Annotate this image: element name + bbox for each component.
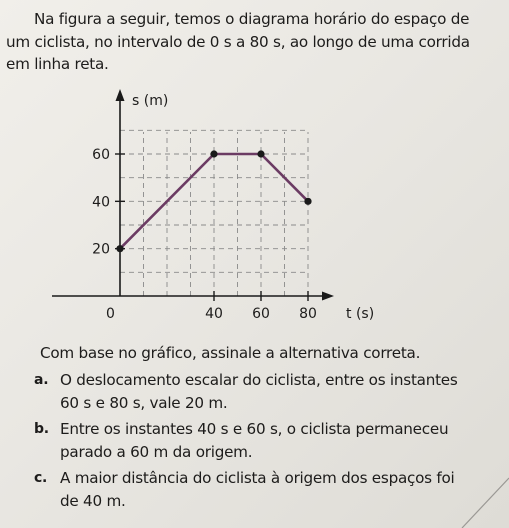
alternative-c-letter: c. bbox=[34, 470, 48, 486]
intro-line-2: um ciclista, no intervalo de 0 s a 80 s, ao longo de uma corrida bbox=[6, 32, 470, 51]
x-axis-label: t (s) bbox=[346, 306, 375, 322]
alternative-a-line-1: O deslocamento escalar do ciclista, entre os instantes bbox=[60, 371, 458, 389]
alternative-a-line-2: 60 s e 80 s, vale 20 m. bbox=[60, 393, 228, 412]
alternative-a-letter: a. bbox=[34, 372, 49, 388]
alternative-c-line-2: de 40 m. bbox=[60, 491, 126, 510]
x-tick-label: 80 bbox=[299, 306, 317, 322]
question-prompt: Com base no gráfico, assinale a alternativa correta. bbox=[40, 344, 421, 362]
y-tick-label: 20 bbox=[92, 241, 110, 258]
alternative-b-line-2: parado a 60 m da origem. bbox=[60, 442, 253, 461]
intro-line-3: em linha reta. bbox=[6, 55, 109, 73]
y-axis-label: s (m) bbox=[132, 93, 169, 109]
intro-line-1: Na figura a seguir, temos o diagrama horário do espaço de bbox=[34, 10, 470, 28]
alternative-c-line-1: A maior distância do ciclista à origem dos espaços foi bbox=[60, 469, 455, 487]
y-tick-label: 40 bbox=[92, 194, 110, 211]
origin-label: 0 bbox=[106, 306, 115, 322]
alternative-b-letter: b. bbox=[34, 421, 49, 437]
x-tick-label: 40 bbox=[205, 306, 223, 322]
alternative-b-line-1: Entre os instantes 40 s e 60 s, o ciclista permaneceu bbox=[60, 420, 449, 438]
y-tick-label: 60 bbox=[92, 147, 110, 163]
x-tick-label: 60 bbox=[252, 306, 270, 322]
